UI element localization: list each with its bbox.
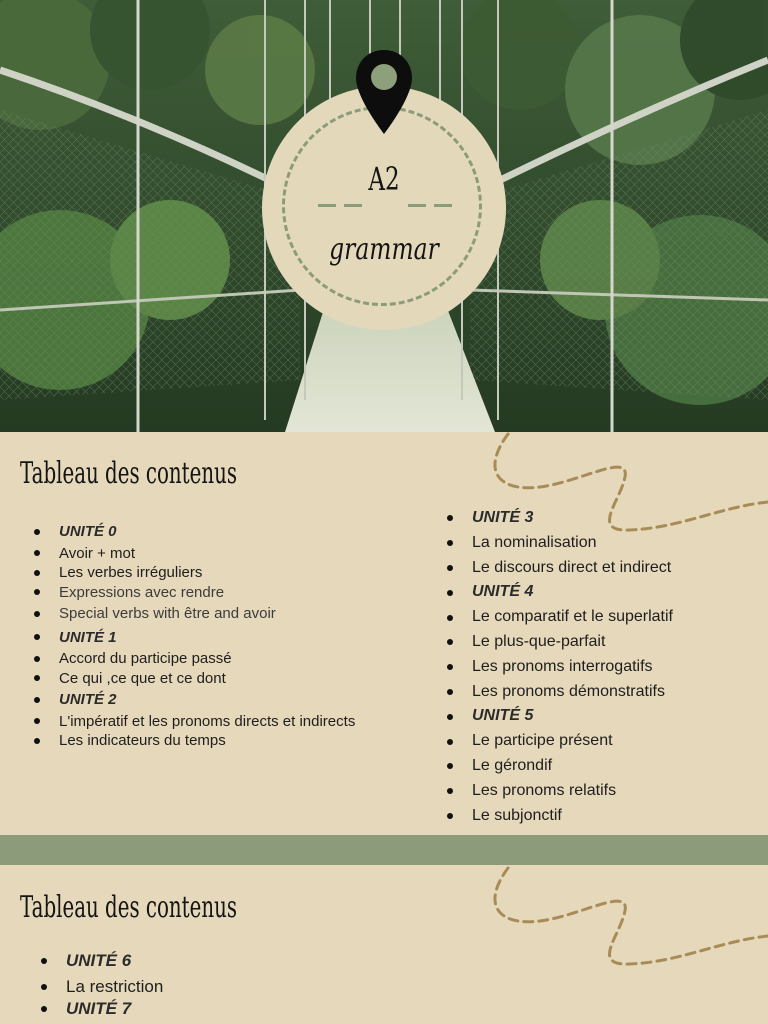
list-item: UNITÉ 7: [38, 998, 163, 1020]
subtitle-label: grammar: [329, 232, 439, 267]
list-item: UNITÉ 4: [444, 580, 673, 605]
section-title: Tableau des contenus: [20, 890, 238, 925]
list-item: UNITÉ 2: [31, 688, 355, 712]
section-title: Tableau des contenus: [20, 456, 238, 491]
contents-list-page2: [38, 946, 163, 1020]
divider-dash: [434, 204, 452, 207]
list-item: Le subjonctif: [444, 804, 673, 829]
list-item: Les indicateurs du temps: [31, 731, 355, 751]
divider-dash: [344, 204, 362, 207]
contents-list-left: [31, 520, 355, 751]
list-item: La nominalisation: [444, 531, 673, 556]
list-item: Special verbs with être and avoir: [31, 602, 355, 626]
list-item: UNITÉ 6: [38, 946, 163, 976]
list-item: Les pronoms interrogatifs: [444, 655, 673, 680]
list-item: La restriction: [38, 976, 163, 998]
list-item: UNITÉ 5: [444, 704, 673, 729]
list-item: L'impératif et les pronoms directs et indirects: [31, 712, 355, 732]
list-item: Le discours direct et indirect: [444, 556, 673, 581]
list-item: Les pronoms démonstratifs: [444, 680, 673, 705]
list-item: Le comparatif et le superlatif: [444, 605, 673, 630]
divider-dash: [318, 204, 336, 207]
list-item: UNITÉ 3: [444, 506, 673, 531]
list-item: Avoir + mot: [31, 544, 355, 564]
divider-dash: [408, 204, 426, 207]
list-item: Les pronoms relatifs: [444, 779, 673, 804]
list-item: Les verbes irréguliers: [31, 563, 355, 583]
list-item: Le plus-que-parfait: [444, 630, 673, 655]
list-item: UNITÉ 1: [31, 626, 355, 650]
map-pin-icon: [354, 48, 414, 136]
cover-photo: [0, 0, 768, 432]
list-item: Accord du participe passé: [31, 649, 355, 669]
list-item: Expressions avec rendre: [31, 583, 355, 603]
list-item: Le gérondif: [444, 754, 673, 779]
dashed-ring: [282, 106, 482, 306]
list-item: UNITÉ 0: [31, 520, 355, 544]
page-divider: [0, 835, 768, 865]
dotted-path-decoration: [480, 866, 768, 976]
contents-list-right: [444, 506, 673, 828]
list-item: Ce qui ,ce que et ce dont: [31, 669, 355, 689]
level-label: A2: [368, 160, 400, 198]
list-item: Le participe présent: [444, 729, 673, 754]
